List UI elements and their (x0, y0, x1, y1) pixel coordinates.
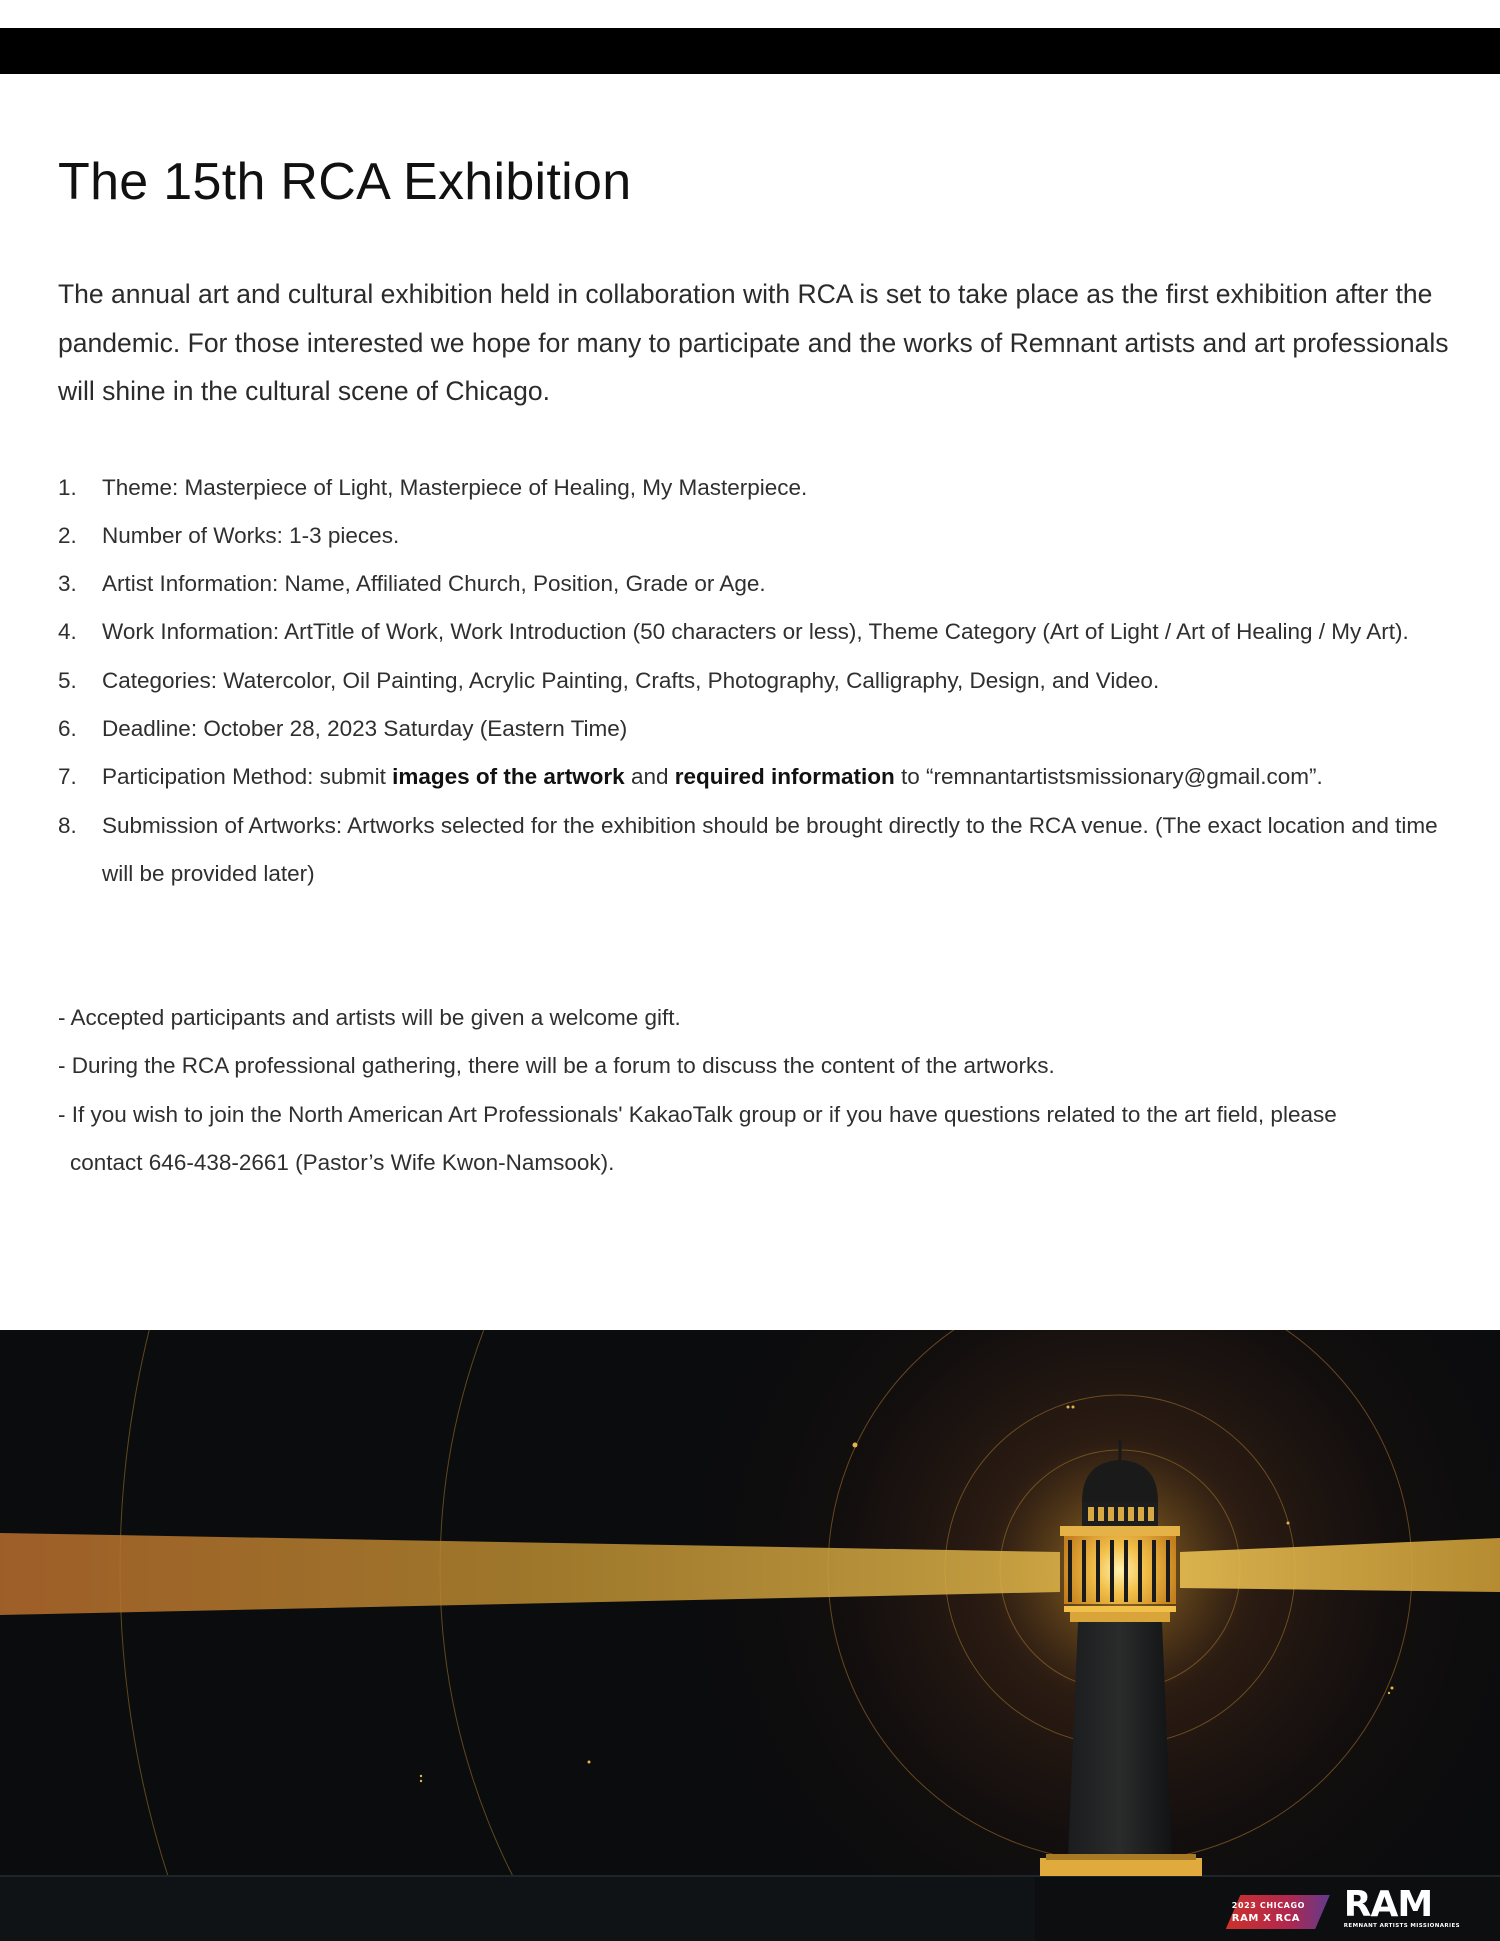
details-list (58, 464, 1468, 899)
page-title: The 15th RCA Exhibition (58, 153, 632, 211)
logo-badge-line-2: RAM X RCA (1231, 1913, 1301, 1924)
list-item (58, 464, 1468, 512)
list-item (58, 753, 1468, 801)
list-item-text: Artist Information: Name, Affiliated Church, Position, Grade or Age. (102, 571, 766, 597)
list-item-text: Categories: Watercolor, Oil Painting, Acrylic Painting, Crafts, Photography, Calligraphy, Design, and Video. (102, 667, 1160, 693)
list-item (58, 608, 1468, 656)
list-item (58, 560, 1468, 608)
list-number: 5. (58, 667, 77, 693)
participation-text-end: to “remnantartistsmissionary@gmail.com”. (894, 764, 1323, 790)
emphasis-required-info: required information (674, 764, 895, 790)
note-line: - During the RCA professional gathering, there will be a forum to discuss the content of the artworks. (58, 1053, 1055, 1079)
logo-badge-line-1: 2023 CHICAGO (1231, 1901, 1306, 1910)
participation-text-start: Participation Method: submit (102, 764, 393, 790)
list-number: 2. (58, 522, 77, 548)
notes-section (58, 994, 1468, 1187)
list-number: 6. (58, 715, 77, 741)
top-black-bar (0, 28, 1500, 74)
list-item (58, 705, 1468, 753)
lighthouse-illustration (0, 1330, 1500, 1941)
note-line: - Accepted participants and artists will be given a welcome gift. (58, 1005, 681, 1031)
ram-logo-subtitle: REMNANT ARTISTS MISSIONARIES (1343, 1923, 1460, 1929)
emphasis-artwork-images: images of the artwork (392, 764, 625, 790)
list-item (58, 802, 1468, 899)
list-number: 4. (58, 619, 77, 645)
logo-block (1226, 1884, 1460, 1929)
list-item-text: Work Information: ArtTitle of Work, Work Introduction (50 characters or less), Theme Category (Art of Light / Art of Healing / My Art). (102, 619, 1409, 645)
note-line: - If you wish to join the North American Art Professionals' KakaoTalk group or if you have questions related to the art field, please (58, 1101, 1337, 1127)
list-item-text: Submission of Artworks: Artworks selected for the exhibition should be brought directly to the RCA venue. (The exact location and time will be provided later) (102, 812, 1438, 886)
note-line: contact 646-438-2661 (Pastor’s Wife Kwon-Namsook). (70, 1150, 615, 1176)
list-number: 3. (58, 571, 77, 597)
list-number: 8. (58, 812, 77, 838)
list-item (58, 657, 1468, 705)
list-item (58, 512, 1468, 560)
list-number: 7. (58, 764, 77, 790)
list-item-text: Number of Works: 1-3 pieces. (102, 522, 400, 548)
participation-text-mid: and (624, 764, 675, 790)
list-item-text: Theme: Masterpiece of Light, Masterpiece of Healing, My Masterpiece. (102, 474, 808, 500)
ram-logo-text: RAM (1343, 1884, 1433, 1925)
list-item-text: Deadline: October 28, 2023 Saturday (Eastern Time) (102, 715, 628, 741)
list-number: 1. (58, 474, 77, 500)
main-content (58, 150, 1468, 1187)
intro-paragraph: The annual art and cultural exhibition held in collaboration with RCA is set to take place as the first exhibition after the pandemic. For those interested we hope for many to participate and the works of Remnant artists and art professionals will shine in the cultural scene of Chicago. (58, 279, 1449, 406)
ram-x-rca-logo (1226, 1895, 1330, 1929)
ram-logo (1343, 1884, 1460, 1929)
lighthouse-banner (0, 1330, 1500, 1941)
